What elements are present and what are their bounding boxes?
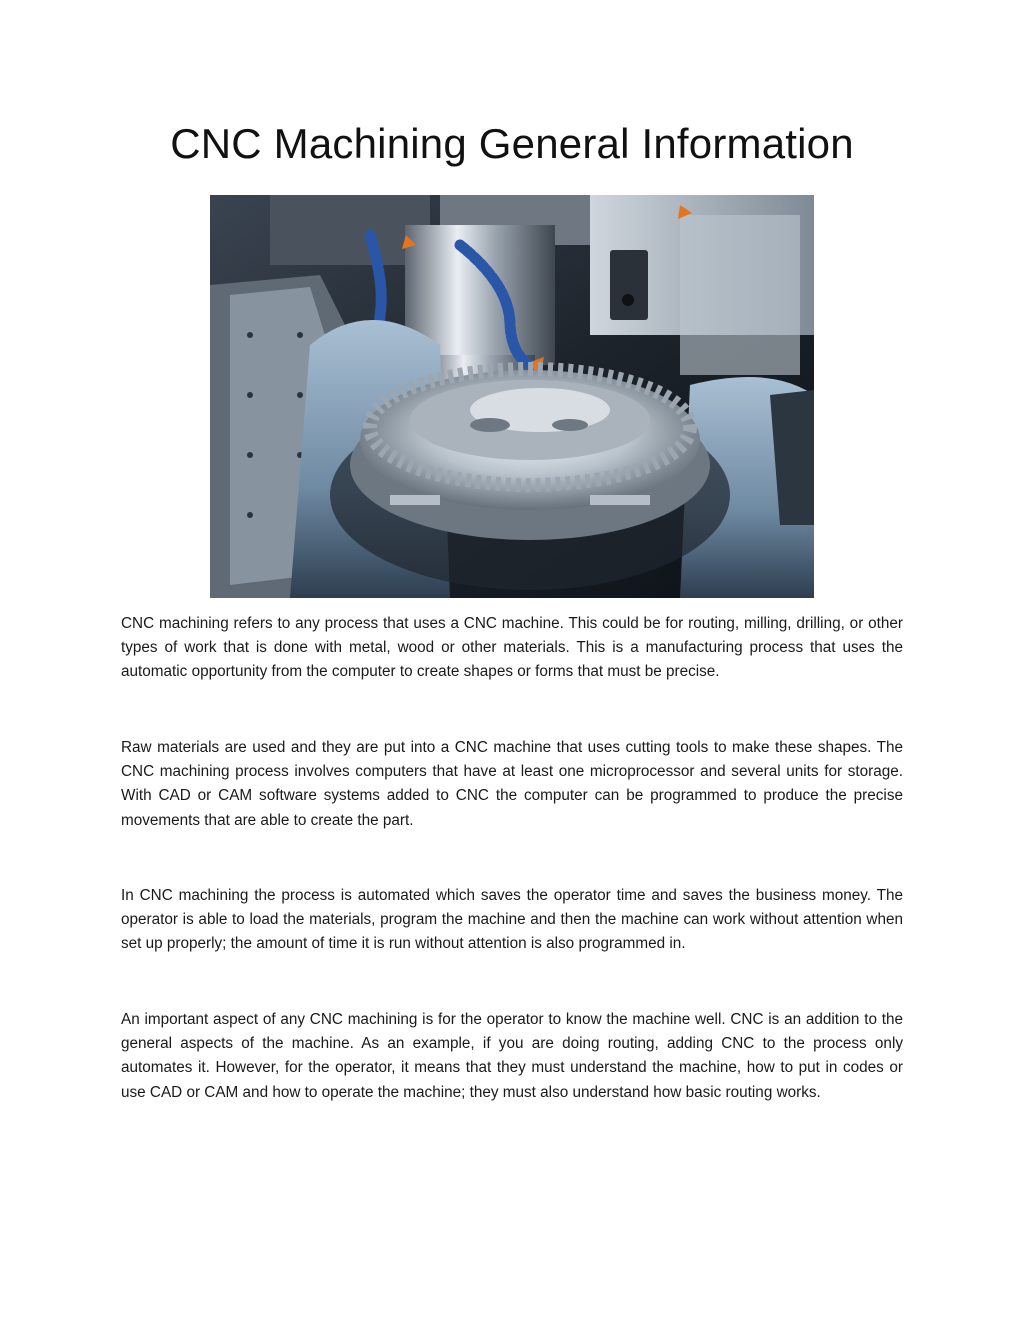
paragraph-3: In CNC machining the process is automated which saves the operator time and saves the business money. The operator is able to load the materials, program the machine and then the machine can work without attention when set up properly; the amount of time it is run without attention is also programmed in. bbox=[121, 887, 903, 953]
paragraph-4: An important aspect of any CNC machining is for the operator to know the machine well. CNC is an addition to the general aspects of the machine. As an example, if you are doing routing, adding CNC to the process only automates it. However, for the operator, it means that they must understand the machine, how to put in codes or use CAD or CAM and how to operate the machine; they must also understand how basic routing works. bbox=[121, 1011, 903, 1101]
paragraph-1: CNC machining refers to any process that uses a CNC machine. This could be for routing, milling, drilling, or other types of work that is done with metal, wood or other materials. This is a manufacturing process that uses the automatic opportunity from the computer to create shapes or forms that must be precise. bbox=[121, 615, 903, 681]
paragraph-2: Raw materials are used and they are put into a CNC machine that uses cutting tools to make these shapes. The CNC machining process involves computers that have at least one microprocessor and several units for storage. With CAD or CAM software systems added to CNC the computer can be programmed to produce the precise movements that are able to create the part. bbox=[121, 739, 903, 829]
cnc-milling-machine-illustration bbox=[210, 195, 814, 598]
page-title: CNC Machining General Information bbox=[170, 120, 854, 167]
cnc-machine-photo bbox=[210, 195, 814, 598]
